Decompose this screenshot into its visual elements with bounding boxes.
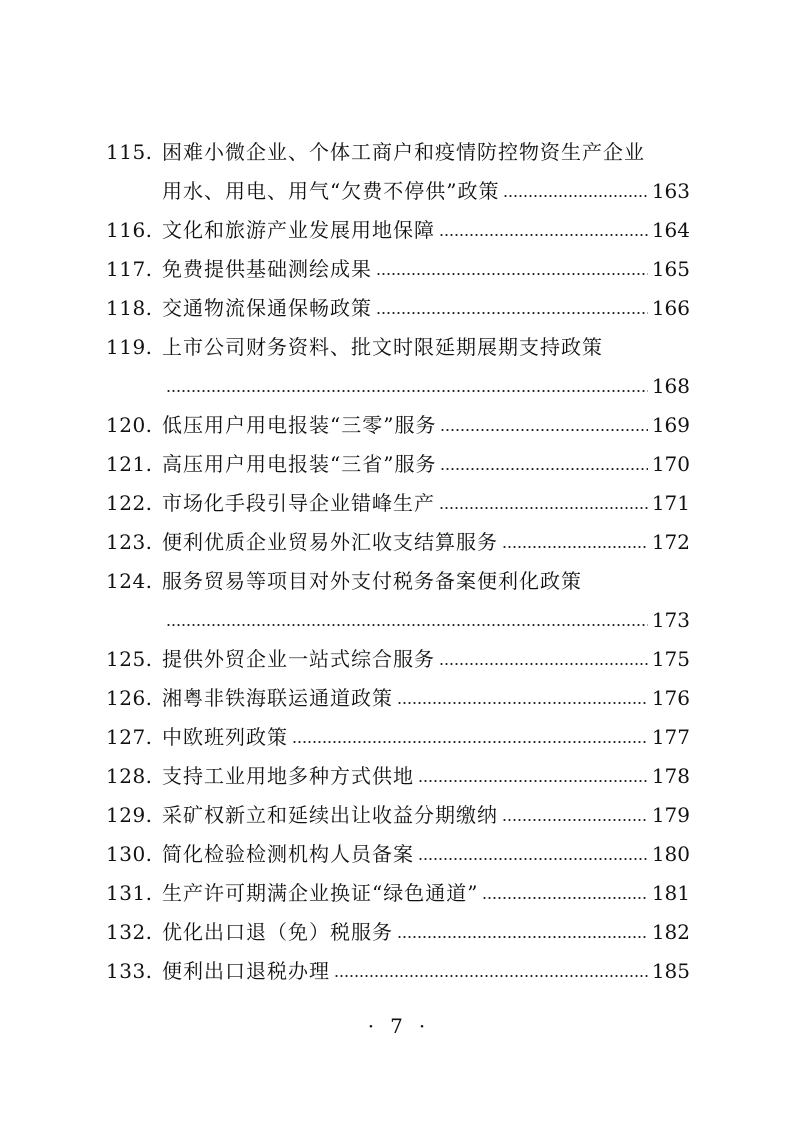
dot-leader bbox=[397, 700, 648, 706]
entry-page-number: 185 bbox=[651, 959, 690, 983]
footer-bullet-right: · bbox=[418, 1014, 426, 1038]
toc-entry bbox=[106, 718, 690, 757]
entry-number: 129. bbox=[106, 803, 153, 827]
dot-leader bbox=[439, 505, 648, 511]
entry-page-number: 169 bbox=[651, 413, 690, 437]
entry-page-number: 170 bbox=[651, 452, 690, 476]
entry-number: 116. bbox=[106, 218, 153, 242]
dot-leader bbox=[334, 973, 648, 979]
entry-number: 122. bbox=[106, 491, 153, 515]
table-of-contents bbox=[106, 133, 690, 991]
entry-title: 优化出口退（免）税服务 bbox=[162, 920, 393, 944]
dot-leader bbox=[418, 856, 648, 862]
toc-entry bbox=[106, 328, 690, 367]
dot-leader bbox=[440, 427, 647, 433]
entry-title: 服务贸易等项目对外支付税务备案便利化政策 bbox=[162, 569, 582, 593]
toc-entry bbox=[106, 874, 690, 913]
dot-leader bbox=[418, 778, 648, 784]
entry-number: 128. bbox=[106, 764, 153, 788]
dot-leader bbox=[502, 817, 648, 823]
entry-number: 121. bbox=[106, 452, 153, 476]
entry-title: 便利优质企业贸易外汇收支结算服务 bbox=[162, 530, 498, 554]
entry-page-number: 165 bbox=[651, 257, 690, 281]
entry-page-number: 168 bbox=[651, 374, 690, 398]
entry-page-number: 175 bbox=[651, 647, 690, 671]
dot-leader bbox=[166, 388, 648, 394]
entry-number: 119. bbox=[106, 335, 153, 359]
entry-number: 130. bbox=[106, 842, 153, 866]
dot-leader bbox=[482, 895, 647, 901]
dot-leader bbox=[292, 739, 648, 745]
toc-entry bbox=[106, 640, 690, 679]
dot-leader bbox=[376, 271, 648, 277]
toc-entry bbox=[106, 289, 690, 328]
entry-number: 123. bbox=[106, 530, 153, 554]
entry-number: 126. bbox=[106, 686, 153, 710]
toc-entry-continuation bbox=[106, 601, 690, 640]
entry-page-number: 172 bbox=[651, 530, 690, 554]
entry-page-number: 179 bbox=[651, 803, 690, 827]
entry-page-number: 182 bbox=[651, 920, 690, 944]
entry-page-number: 173 bbox=[651, 608, 690, 632]
toc-entry bbox=[106, 484, 690, 523]
toc-entry bbox=[106, 679, 690, 718]
entry-title: 简化检验检测机构人员备案 bbox=[162, 842, 414, 866]
entry-page-number: 163 bbox=[651, 179, 690, 203]
toc-entry-continuation bbox=[106, 172, 690, 211]
dot-leader bbox=[397, 934, 648, 940]
toc-entry bbox=[106, 523, 690, 562]
entry-number: 117. bbox=[106, 257, 153, 281]
entry-title: 高压用户用电报装“三省”服务 bbox=[162, 452, 437, 476]
dot-leader bbox=[439, 232, 648, 238]
entry-page-number: 166 bbox=[651, 296, 690, 320]
entry-number: 118. bbox=[106, 296, 153, 320]
toc-entry bbox=[106, 562, 690, 601]
entry-number: 125. bbox=[106, 647, 153, 671]
entry-title: 便利出口退税办理 bbox=[162, 959, 330, 983]
toc-entry bbox=[106, 445, 690, 484]
entry-number: 127. bbox=[106, 725, 153, 749]
entry-number: 115. bbox=[106, 140, 153, 164]
toc-entry bbox=[106, 952, 690, 991]
toc-entry bbox=[106, 757, 690, 796]
entry-number: 124. bbox=[106, 569, 153, 593]
dot-leader bbox=[503, 193, 647, 199]
dot-leader bbox=[440, 466, 647, 472]
dot-leader bbox=[166, 622, 648, 628]
entry-title: 采矿权新立和延续出让收益分期缴纳 bbox=[162, 803, 498, 827]
entry-title-continued: 用水、用电、用气“欠费不停供”政策 bbox=[162, 179, 500, 203]
toc-entry bbox=[106, 406, 690, 445]
entry-title: 生产许可期满企业换证“绿色通道” bbox=[162, 881, 479, 905]
toc-entry-continuation bbox=[106, 367, 690, 406]
entry-page-number: 181 bbox=[651, 881, 690, 905]
entry-title: 湘粤非铁海联运通道政策 bbox=[162, 686, 393, 710]
page-footer bbox=[0, 1014, 793, 1038]
dot-leader bbox=[439, 661, 648, 667]
entry-number: 131. bbox=[106, 881, 153, 905]
entry-title: 困难小微企业、个体工商户和疫情防控物资生产企业 bbox=[162, 140, 645, 164]
dot-leader bbox=[376, 310, 648, 316]
entry-title: 市场化手段引导企业错峰生产 bbox=[162, 491, 435, 515]
entry-number: 133. bbox=[106, 959, 153, 983]
entry-page-number: 180 bbox=[651, 842, 690, 866]
entry-title: 免费提供基础测绘成果 bbox=[162, 257, 372, 281]
page-number: 7 bbox=[390, 1014, 403, 1038]
entry-number: 132. bbox=[106, 920, 153, 944]
toc-entry bbox=[106, 133, 690, 172]
footer-bullet-left: · bbox=[367, 1014, 375, 1038]
toc-entry bbox=[106, 796, 690, 835]
entry-title: 中欧班列政策 bbox=[162, 725, 288, 749]
dot-leader bbox=[502, 544, 648, 550]
toc-entry bbox=[106, 250, 690, 289]
entry-title: 上市公司财务资料、批文时限延期展期支持政策 bbox=[162, 335, 603, 359]
entry-page-number: 177 bbox=[651, 725, 690, 749]
toc-entry bbox=[106, 211, 690, 250]
toc-entry bbox=[106, 913, 690, 952]
entry-title: 低压用户用电报装“三零”服务 bbox=[162, 413, 437, 437]
entry-title: 交通物流保通保畅政策 bbox=[162, 296, 372, 320]
entry-page-number: 178 bbox=[651, 764, 690, 788]
entry-page-number: 164 bbox=[651, 218, 690, 242]
entry-page-number: 171 bbox=[651, 491, 690, 515]
toc-entry bbox=[106, 835, 690, 874]
entry-page-number: 176 bbox=[651, 686, 690, 710]
entry-number: 120. bbox=[106, 413, 153, 437]
entry-title: 提供外贸企业一站式综合服务 bbox=[162, 647, 435, 671]
entry-title: 文化和旅游产业发展用地保障 bbox=[162, 218, 435, 242]
entry-title: 支持工业用地多种方式供地 bbox=[162, 764, 414, 788]
